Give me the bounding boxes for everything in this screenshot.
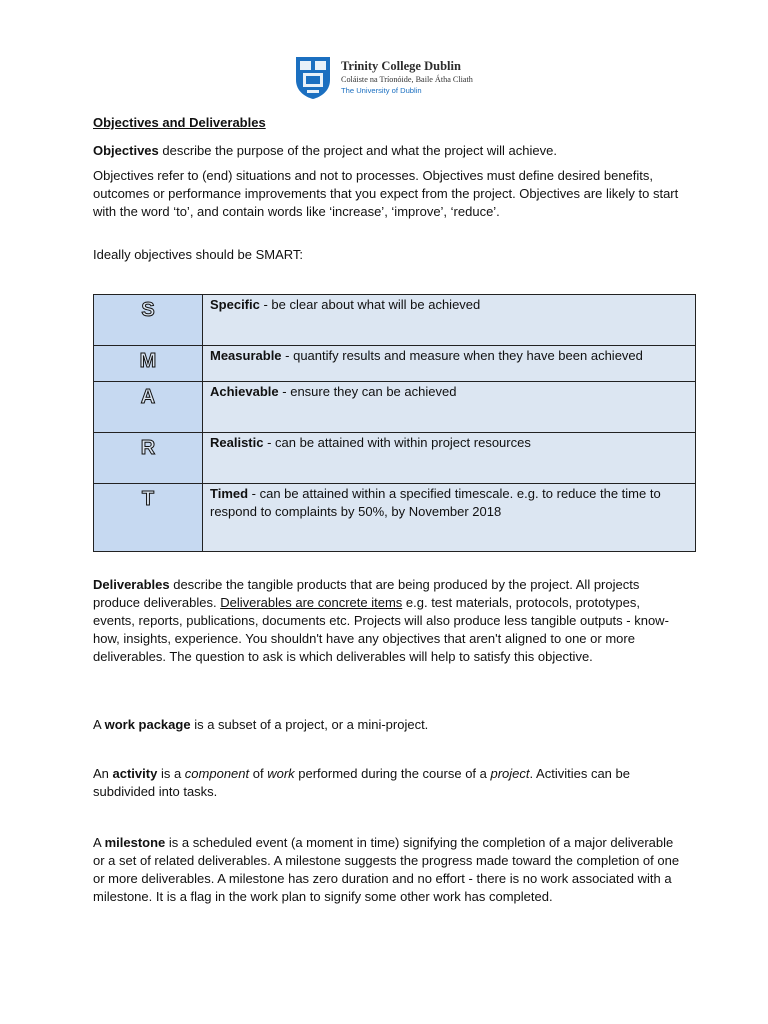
objectives-paragraph: Objectives refer to (end) situations and not to processes. Objectives must define desired benefits, outcomes or performance improvements that you expect from the project. Objectives are likely to start with the word ‘to’, and contain words like ‘increase’, ‘improve’, ‘reduce’. (93, 168, 679, 219)
smart-desc-cell (203, 346, 696, 382)
objectives-intro (93, 142, 683, 160)
smart-text: - can be attained within a specified timescale. e.g. to reduce the time to respond to complaints by 50%, by November 2018 (210, 486, 661, 519)
activity-mid-3: performed during the course of a (294, 766, 491, 781)
smart-letter: R (140, 437, 156, 459)
milestone-term: milestone (104, 835, 166, 850)
activity-pre: An (93, 766, 113, 781)
smart-letter-cell (94, 295, 203, 346)
smart-letter: A (140, 386, 156, 408)
smart-term: Timed (210, 486, 249, 501)
smart-term: Realistic (210, 435, 264, 450)
smart-letter-cell (94, 346, 203, 382)
logo-tagline: The University of Dublin (341, 86, 422, 95)
smart-term: Achievable (210, 384, 279, 399)
smart-text: - can be attained with within project resources (263, 435, 531, 450)
work-package-paragraph (93, 716, 683, 734)
smart-letter: M (139, 350, 157, 372)
smart-term: Measurable (210, 348, 282, 363)
activity-mid-2: of (249, 766, 268, 781)
smart-row (94, 295, 696, 346)
tcd-crest-icon (295, 56, 331, 100)
smart-intro: Ideally objectives should be SMART: (93, 247, 304, 262)
activity-italic-2: work (267, 766, 295, 781)
activity-term: activity (112, 766, 158, 781)
smart-row (94, 346, 696, 382)
milestone-text: is a scheduled event (a moment in time) signifying the completion of a major deliverable or a set of related deliverables. A milestone suggests the progress made toward the completion of one or more deliverables. A milestone has zero duration and no effort - there is no work associated with a milestone. It is a flag in the work plan to signify some other work has completed. (93, 835, 680, 904)
deliverables-text-2: e.g. test materials, protocols, prototypes, events, reports, publications, documents etc. Projects will also produce less tangible outputs - know-how, insights, experience. You shouldn't have any objectives that aren't aligned to one or more deliverables. The question to ask is which deliverables will help to satisfy this objective. (93, 595, 669, 664)
smart-letter-cell (94, 382, 203, 433)
smart-text: - be clear about what will be achieved (259, 297, 481, 312)
page-title: Objectives and Deliverables (93, 115, 266, 130)
smart-letter: T (141, 488, 155, 510)
work-package-text: is a subset of a project, or a mini-project. (190, 717, 429, 732)
milestone-pre: A (93, 835, 105, 850)
activity-italic-3: project (490, 766, 530, 781)
smart-letter: S (141, 299, 155, 321)
smart-desc-cell (203, 484, 696, 552)
activity-post: . Activities can be subdivided into tasks. (93, 766, 630, 799)
smart-term: Specific (210, 297, 260, 312)
activity-mid-1: is a (157, 766, 185, 781)
smart-desc-cell (203, 433, 696, 484)
smart-text: - ensure they can be achieved (278, 384, 457, 399)
objectives-intro-text: describe the purpose of the project and what the project will achieve. (158, 143, 557, 158)
work-package-pre: A (93, 717, 105, 732)
deliverables-paragraph (93, 576, 683, 666)
smart-desc-cell (203, 295, 696, 346)
tcd-logo (295, 56, 495, 102)
milestone-paragraph (93, 834, 683, 906)
objectives-term: Objectives (93, 143, 159, 158)
deliverables-term: Deliverables (93, 577, 170, 592)
smart-table (93, 294, 696, 552)
smart-row (94, 433, 696, 484)
logo-name: Trinity College Dublin (341, 59, 461, 73)
work-package-term: work package (104, 717, 191, 732)
deliverables-underlined: Deliverables are concrete items (220, 595, 403, 610)
activity-paragraph (93, 765, 683, 801)
smart-desc-cell (203, 382, 696, 433)
smart-row (94, 484, 696, 552)
activity-italic-1: component (184, 766, 250, 781)
smart-row (94, 382, 696, 433)
logo-irish: Coláiste na Tríonóide, Baile Átha Cliath (341, 75, 473, 84)
smart-text: - quantify results and measure when they have been achieved (281, 348, 643, 363)
deliverables-text-1: describe the tangible products that are being produced by the project. All projects produce deliverables. (93, 577, 640, 610)
smart-letter-cell (94, 484, 203, 552)
smart-letter-cell (94, 433, 203, 484)
